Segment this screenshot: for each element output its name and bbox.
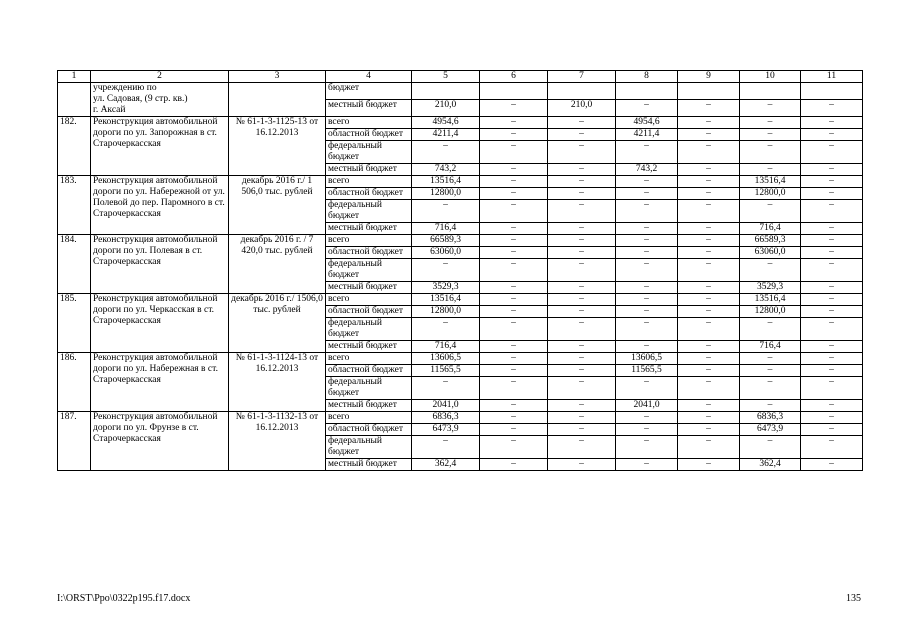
- amount-cell: –: [678, 188, 740, 200]
- item-number: 185.: [58, 294, 91, 353]
- amount-cell: –: [678, 400, 740, 412]
- amount-cell: 362,4: [412, 459, 480, 471]
- amount-cell: –: [412, 436, 480, 459]
- budget-source: областной бюджет: [326, 365, 412, 377]
- amount-cell: –: [678, 164, 740, 176]
- amount-cell: –: [616, 176, 678, 188]
- amount-cell: –: [678, 412, 740, 424]
- table-row: [58, 176, 863, 188]
- amount-cell: –: [678, 294, 740, 306]
- item-number: 183.: [58, 176, 91, 235]
- amount-cell: –: [616, 306, 678, 318]
- table-row: [58, 117, 863, 129]
- amount-cell: –: [480, 306, 548, 318]
- amount-cell: –: [740, 377, 801, 400]
- amount-cell: [412, 83, 480, 100]
- amount-cell: –: [480, 318, 548, 341]
- amount-cell: –: [801, 200, 863, 223]
- item-name: Реконструкция автомобильной дороги по ул. Черкасская в ст. Старочеркасская: [91, 294, 229, 353]
- amount-cell: 716,4: [412, 223, 480, 235]
- amount-cell: 11565,5: [616, 365, 678, 377]
- amount-cell: –: [548, 365, 616, 377]
- amount-cell: –: [548, 282, 616, 294]
- budget-source: областной бюджет: [326, 188, 412, 200]
- amount-cell: –: [616, 259, 678, 282]
- budget-source: всего: [326, 294, 412, 306]
- amount-cell: –: [548, 377, 616, 400]
- amount-cell: –: [548, 412, 616, 424]
- amount-cell: –: [548, 436, 616, 459]
- budget-source: областной бюджет: [326, 306, 412, 318]
- budget-source: всего: [326, 235, 412, 247]
- table-row: [58, 83, 863, 100]
- budget-source: всего: [326, 353, 412, 365]
- amount-cell: –: [480, 117, 548, 129]
- amount-cell: –: [616, 377, 678, 400]
- amount-cell: –: [678, 117, 740, 129]
- amount-cell: –: [480, 459, 548, 471]
- amount-cell: –: [548, 176, 616, 188]
- amount-cell: –: [480, 141, 548, 164]
- amount-cell: –: [548, 306, 616, 318]
- amount-cell: –: [740, 318, 801, 341]
- budget-source: федеральный бюджет: [326, 377, 412, 400]
- amount-cell: –: [616, 247, 678, 259]
- amount-cell: –: [801, 294, 863, 306]
- budget-source: бюджет: [326, 83, 412, 100]
- amount-cell: –: [480, 412, 548, 424]
- amount-cell: –: [801, 141, 863, 164]
- amount-cell: –: [616, 200, 678, 223]
- item-document: декабрь 2016 г./ 1506,0 тыс. рублей: [229, 294, 326, 353]
- page-number: 135: [846, 593, 861, 604]
- amount-cell: –: [801, 306, 863, 318]
- amount-cell: –: [801, 318, 863, 341]
- amount-cell: –: [740, 365, 801, 377]
- amount-cell: –: [616, 341, 678, 353]
- budget-source: всего: [326, 412, 412, 424]
- amount-cell: –: [548, 200, 616, 223]
- amount-cell: [801, 83, 863, 100]
- amount-cell: –: [801, 164, 863, 176]
- table-row: [58, 412, 863, 424]
- amount-cell: –: [548, 129, 616, 141]
- amount-cell: –: [548, 117, 616, 129]
- amount-cell: –: [801, 353, 863, 365]
- amount-cell: 716,4: [412, 341, 480, 353]
- file-path: I:\ORST\Ppo\0322p195.f17.docx: [57, 593, 191, 604]
- column-header: 2: [91, 71, 229, 83]
- amount-cell: 13516,4: [412, 176, 480, 188]
- amount-cell: –: [801, 129, 863, 141]
- amount-cell: –: [740, 164, 801, 176]
- amount-cell: –: [616, 412, 678, 424]
- item-document: [229, 83, 326, 117]
- amount-cell: –: [678, 459, 740, 471]
- amount-cell: –: [480, 400, 548, 412]
- budget-source: всего: [326, 117, 412, 129]
- amount-cell: 716,4: [740, 341, 801, 353]
- item-name-line: ул. Садовая, (9 стр. кв.): [93, 94, 188, 104]
- amount-cell: –: [678, 318, 740, 341]
- amount-cell: –: [548, 353, 616, 365]
- amount-cell: –: [548, 188, 616, 200]
- amount-cell: 11565,5: [412, 365, 480, 377]
- item-document: декабрь 2016 г./ 1 506,0 тыс. рублей: [229, 176, 326, 235]
- amount-cell: –: [548, 294, 616, 306]
- amount-cell: –: [548, 318, 616, 341]
- amount-cell: –: [480, 164, 548, 176]
- amount-cell: 6473,9: [412, 424, 480, 436]
- amount-cell: –: [480, 247, 548, 259]
- table-row: [58, 235, 863, 247]
- amount-cell: –: [616, 188, 678, 200]
- amount-cell: –: [740, 129, 801, 141]
- amount-cell: –: [480, 282, 548, 294]
- item-document: № 61-1-3-1132-13 от 16.12.2013: [229, 412, 326, 471]
- amount-cell: –: [480, 200, 548, 223]
- amount-cell: –: [740, 100, 801, 117]
- amount-cell: [548, 83, 616, 100]
- budget-source: федеральный бюджет: [326, 259, 412, 282]
- table-row: [58, 353, 863, 365]
- item-document: декабрь 2016 г. / 7 420,0 тыс. рублей: [229, 235, 326, 294]
- amount-cell: –: [480, 377, 548, 400]
- amount-cell: 66589,3: [740, 235, 801, 247]
- amount-cell: –: [740, 436, 801, 459]
- amount-cell: –: [616, 100, 678, 117]
- amount-cell: –: [801, 436, 863, 459]
- amount-cell: 13516,4: [412, 294, 480, 306]
- amount-cell: –: [548, 247, 616, 259]
- amount-cell: 13516,4: [740, 176, 801, 188]
- item-number: 187.: [58, 412, 91, 471]
- amount-cell: –: [678, 176, 740, 188]
- budget-source: местный бюджет: [326, 400, 412, 412]
- item-name: Реконструкция автомобильной дороги по ул. Фрунзе в ст. Старочеркасская: [91, 412, 229, 471]
- amount-cell: –: [480, 365, 548, 377]
- amount-cell: –: [548, 424, 616, 436]
- amount-cell: –: [740, 400, 801, 412]
- amount-cell: 3529,3: [740, 282, 801, 294]
- amount-cell: –: [412, 318, 480, 341]
- amount-cell: –: [678, 365, 740, 377]
- amount-cell: –: [801, 377, 863, 400]
- amount-cell: 210,0: [548, 100, 616, 117]
- amount-cell: 13606,5: [616, 353, 678, 365]
- item-document: № 61-1-3-1124-13 от 16.12.2013: [229, 353, 326, 412]
- amount-cell: –: [740, 141, 801, 164]
- amount-cell: –: [678, 223, 740, 235]
- budget-source: местный бюджет: [326, 223, 412, 235]
- amount-cell: 63060,0: [412, 247, 480, 259]
- amount-cell: –: [740, 353, 801, 365]
- amount-cell: –: [801, 235, 863, 247]
- budget-source: местный бюджет: [326, 100, 412, 117]
- amount-cell: 743,2: [616, 164, 678, 176]
- column-header: 1: [58, 71, 91, 83]
- amount-cell: –: [616, 294, 678, 306]
- budget-source: всего: [326, 176, 412, 188]
- amount-cell: –: [801, 247, 863, 259]
- table-row: [58, 294, 863, 306]
- amount-cell: –: [678, 200, 740, 223]
- budget-source: областной бюджет: [326, 424, 412, 436]
- amount-cell: –: [801, 341, 863, 353]
- item-number: 182.: [58, 117, 91, 176]
- amount-cell: 4211,4: [412, 129, 480, 141]
- item-number: [58, 83, 91, 117]
- budget-source: областной бюджет: [326, 247, 412, 259]
- amount-cell: –: [480, 235, 548, 247]
- amount-cell: [740, 83, 801, 100]
- amount-cell: –: [480, 436, 548, 459]
- amount-cell: –: [548, 341, 616, 353]
- budget-source: федеральный бюджет: [326, 318, 412, 341]
- amount-cell: [616, 83, 678, 100]
- amount-cell: –: [412, 200, 480, 223]
- amount-cell: –: [801, 365, 863, 377]
- amount-cell: –: [678, 129, 740, 141]
- amount-cell: –: [678, 436, 740, 459]
- column-header: 3: [229, 71, 326, 83]
- amount-cell: 4211,4: [616, 129, 678, 141]
- item-name: Реконструкция автомобильной дороги по ул. Набережной от ул. Полевой до пер. Паромного в ст. Старочеркасская: [91, 176, 229, 235]
- amount-cell: 12800,0: [740, 306, 801, 318]
- amount-cell: –: [480, 353, 548, 365]
- budget-source: федеральный бюджет: [326, 200, 412, 223]
- item-document: № 61-1-3-1125-13 от 16.12.2013: [229, 117, 326, 176]
- budget-source: местный бюджет: [326, 282, 412, 294]
- amount-cell: 3529,3: [412, 282, 480, 294]
- amount-cell: –: [412, 141, 480, 164]
- column-header: 6: [480, 71, 548, 83]
- amount-cell: 13516,4: [740, 294, 801, 306]
- column-header: 11: [801, 71, 863, 83]
- amount-cell: –: [616, 318, 678, 341]
- column-header: 9: [678, 71, 740, 83]
- amount-cell: –: [480, 259, 548, 282]
- amount-cell: 6473,9: [740, 424, 801, 436]
- header-row: [58, 71, 863, 83]
- amount-cell: –: [678, 353, 740, 365]
- amount-cell: –: [801, 412, 863, 424]
- amount-cell: –: [616, 141, 678, 164]
- column-header: 7: [548, 71, 616, 83]
- amount-cell: –: [740, 259, 801, 282]
- amount-cell: –: [480, 341, 548, 353]
- item-name: Реконструкция автомобильной дороги по ул. Полевая в ст. Старочеркасская: [91, 235, 229, 294]
- amount-cell: –: [678, 100, 740, 117]
- amount-cell: –: [801, 259, 863, 282]
- amount-cell: –: [678, 247, 740, 259]
- amount-cell: 6836,3: [412, 412, 480, 424]
- item-name: Реконструкция автомобильной дороги по ул. Запорожная в ст. Старочеркасская: [91, 117, 229, 176]
- amount-cell: –: [801, 100, 863, 117]
- amount-cell: 716,4: [740, 223, 801, 235]
- amount-cell: –: [480, 424, 548, 436]
- amount-cell: –: [548, 164, 616, 176]
- amount-cell: –: [548, 459, 616, 471]
- budget-source: местный бюджет: [326, 164, 412, 176]
- budget-source: местный бюджет: [326, 459, 412, 471]
- item-name: [91, 83, 229, 117]
- amount-cell: –: [678, 424, 740, 436]
- amount-cell: –: [412, 259, 480, 282]
- amount-cell: –: [480, 294, 548, 306]
- amount-cell: –: [548, 259, 616, 282]
- amount-cell: –: [548, 223, 616, 235]
- amount-cell: –: [801, 400, 863, 412]
- amount-cell: –: [678, 377, 740, 400]
- amount-cell: –: [480, 129, 548, 141]
- amount-cell: –: [678, 306, 740, 318]
- budget-source: местный бюджет: [326, 341, 412, 353]
- amount-cell: –: [616, 223, 678, 235]
- column-header: 4: [326, 71, 412, 83]
- column-header: 10: [740, 71, 801, 83]
- amount-cell: –: [548, 400, 616, 412]
- amount-cell: –: [801, 459, 863, 471]
- amount-cell: 66589,3: [412, 235, 480, 247]
- amount-cell: –: [480, 223, 548, 235]
- amount-cell: –: [801, 282, 863, 294]
- amount-cell: 13606,5: [412, 353, 480, 365]
- amount-cell: –: [740, 200, 801, 223]
- column-header: 5: [412, 71, 480, 83]
- amount-cell: –: [616, 459, 678, 471]
- amount-cell: 12800,0: [740, 188, 801, 200]
- amount-cell: –: [616, 424, 678, 436]
- amount-cell: –: [548, 141, 616, 164]
- amount-cell: –: [801, 176, 863, 188]
- amount-cell: –: [480, 176, 548, 188]
- amount-cell: –: [678, 341, 740, 353]
- amount-cell: 743,2: [412, 164, 480, 176]
- amount-cell: 6836,3: [740, 412, 801, 424]
- amount-cell: –: [678, 235, 740, 247]
- amount-cell: 210,0: [412, 100, 480, 117]
- amount-cell: 12800,0: [412, 188, 480, 200]
- amount-cell: –: [412, 377, 480, 400]
- amount-cell: –: [678, 141, 740, 164]
- item-number: 184.: [58, 235, 91, 294]
- amount-cell: 2041,0: [616, 400, 678, 412]
- amount-cell: –: [616, 235, 678, 247]
- amount-cell: –: [616, 282, 678, 294]
- amount-cell: –: [801, 117, 863, 129]
- item-name-line: г. Аксай: [93, 105, 126, 115]
- budget-source: федеральный бюджет: [326, 436, 412, 459]
- item-number: 186.: [58, 353, 91, 412]
- amount-cell: 4954,6: [616, 117, 678, 129]
- amount-cell: –: [740, 117, 801, 129]
- item-name-line: учреждению по: [93, 83, 157, 93]
- amount-cell: –: [548, 235, 616, 247]
- budget-source: областной бюджет: [326, 129, 412, 141]
- amount-cell: 4954,6: [412, 117, 480, 129]
- column-header: 8: [616, 71, 678, 83]
- amount-cell: –: [480, 100, 548, 117]
- amount-cell: 2041,0: [412, 400, 480, 412]
- amount-cell: –: [616, 436, 678, 459]
- amount-cell: –: [801, 188, 863, 200]
- amount-cell: 362,4: [740, 459, 801, 471]
- amount-cell: [678, 83, 740, 100]
- budget-table: [57, 70, 863, 471]
- amount-cell: –: [678, 282, 740, 294]
- amount-cell: –: [801, 223, 863, 235]
- amount-cell: 63060,0: [740, 247, 801, 259]
- amount-cell: –: [480, 188, 548, 200]
- amount-cell: –: [678, 259, 740, 282]
- amount-cell: –: [801, 424, 863, 436]
- amount-cell: [480, 83, 548, 100]
- budget-source: федеральный бюджет: [326, 141, 412, 164]
- amount-cell: 12800,0: [412, 306, 480, 318]
- item-name: Реконструкция автомобильной дороги по ул. Набережная в ст. Старочеркасская: [91, 353, 229, 412]
